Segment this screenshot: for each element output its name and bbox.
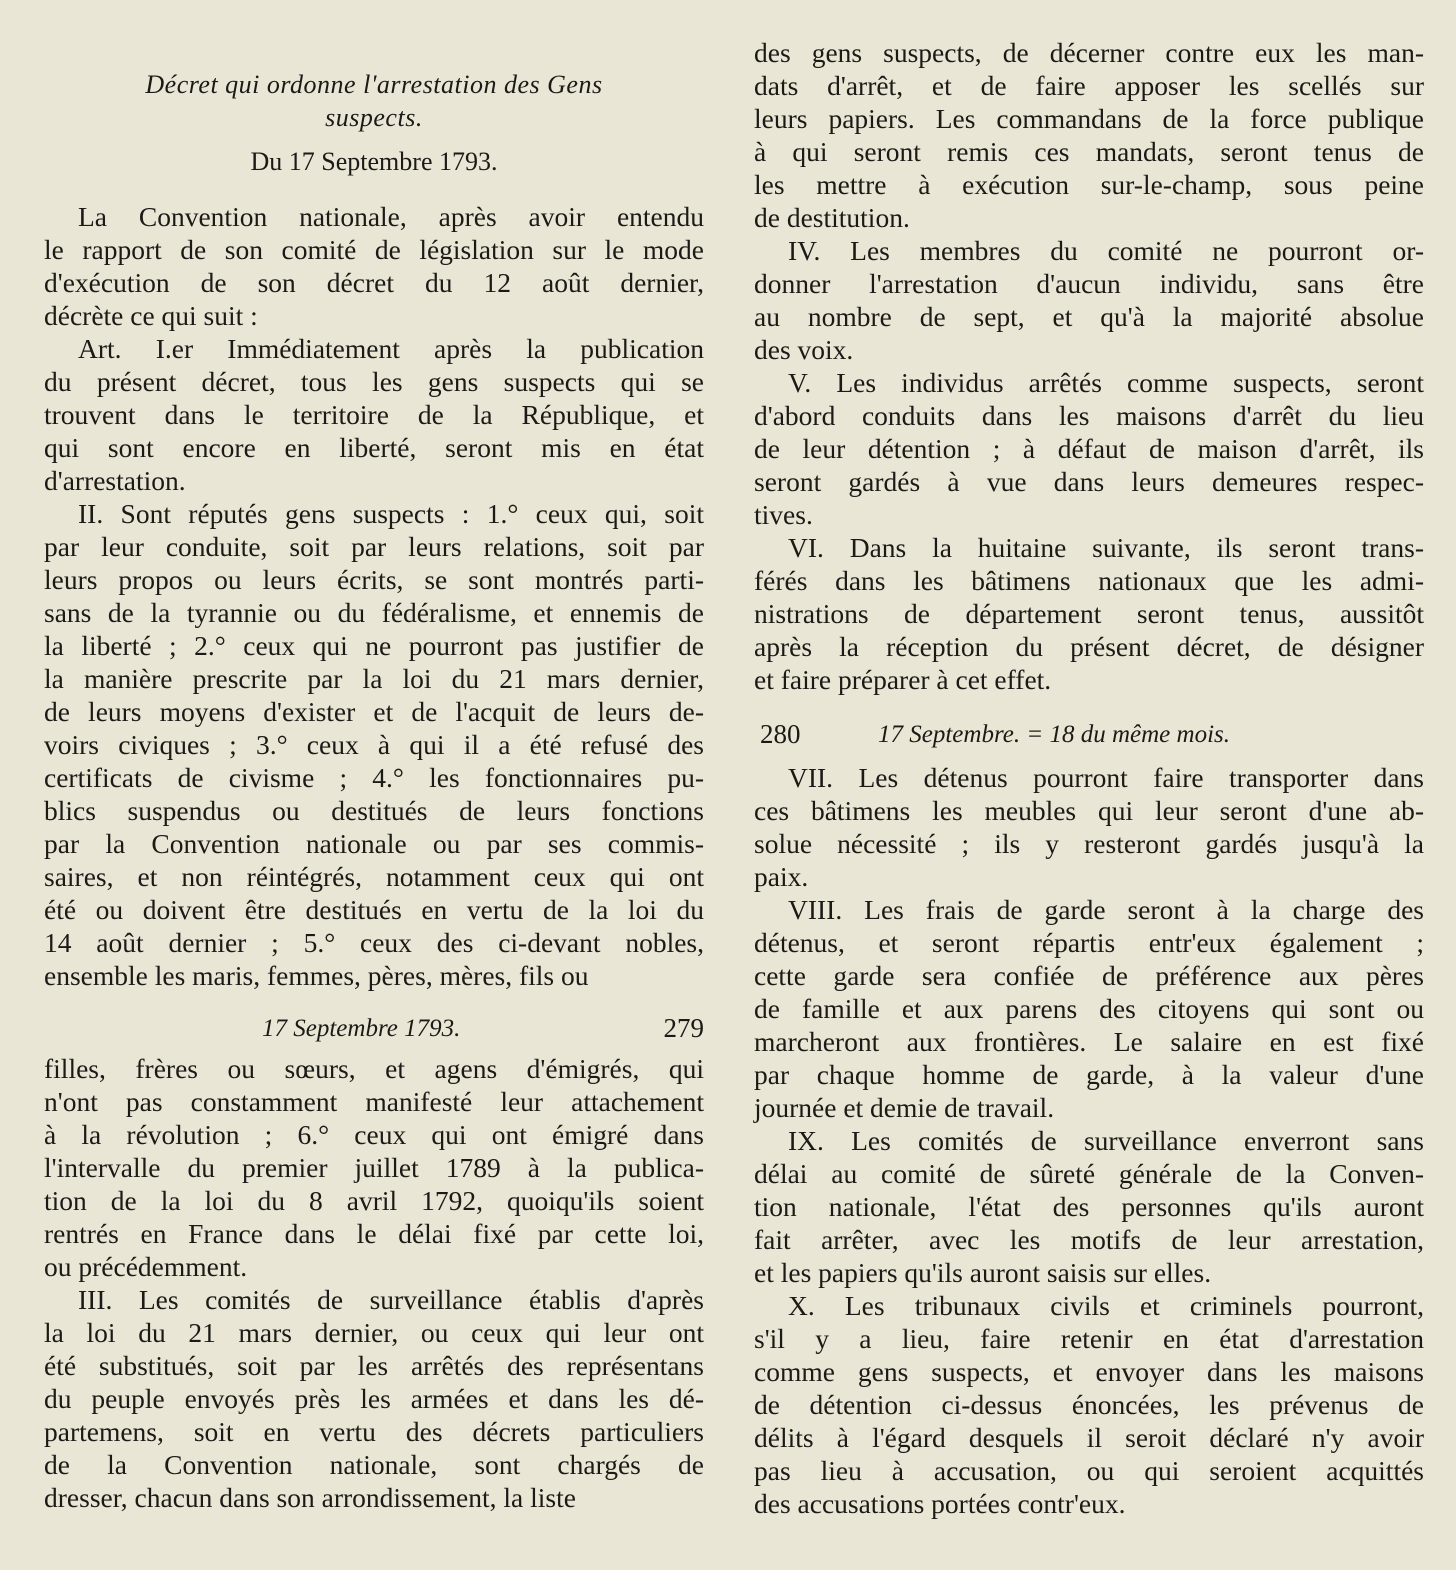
article-2-cont-line: l'intervalle du premier juillet 1789 à la publica- — [44, 1152, 704, 1183]
article-10-line: pas lieu à accusation, ou qui seroient acquittés — [754, 1455, 1424, 1486]
article-1-line: d'arrestation. — [44, 465, 186, 496]
article-8-line: cette garde sera confiée de préférence aux pères — [754, 960, 1424, 991]
article-9-line: délai au comité de sûreté générale de la Conven- — [754, 1158, 1424, 1189]
decree-title-cont: suspects. — [325, 103, 423, 132]
article-2-line: blics suspendus ou destitués de leurs fonctions — [44, 795, 704, 826]
article-3-cont-line: à qui seront remis ces mandats, seront tenus de — [754, 136, 1424, 167]
article-3-line: partemens, soit en vertu des décrets particuliers — [44, 1416, 704, 1447]
article-2-line: par la Convention nationale ou par ses commis- — [44, 828, 704, 859]
running-head-text: 17 Septembre 1793. — [262, 1015, 461, 1042]
article-4-line: des voix. — [754, 334, 854, 365]
running-head-280 — [754, 718, 1424, 751]
article-6-line: VI. Dans la huitaine suivante, ils seront trans- — [788, 532, 1424, 563]
article-10-line: délits à l'égard desquels il seroit déclaré n'y avoir — [754, 1422, 1424, 1453]
article-10-line: de détention ci-dessus énoncées, les prévenus de — [754, 1389, 1424, 1420]
decree-date: Du 17 Septembre 1793. — [250, 147, 498, 176]
article-4-line: donner l'arrestation d'aucun individu, sans être — [754, 268, 1424, 299]
article-7-line: ces bâtimens les meubles qui leur seront d'une ab- — [754, 795, 1424, 826]
article-6-line: férés dans les bâtimens nationaux que les admi- — [754, 565, 1424, 596]
article-1-line: qui sont encore en liberté, seront mis en état — [44, 432, 704, 463]
article-3-line: III. Les comités de surveillance établis d'après — [78, 1284, 704, 1315]
article-3-cont-line: dats d'arrêt, et de faire apposer les scellés sur — [754, 70, 1424, 101]
article-3-line: été substitués, soit par les arrêtés des représentans — [44, 1350, 704, 1381]
page-number: 280 — [760, 719, 801, 749]
article-3-line: dresser, chacun dans son arrondissement, la liste — [44, 1482, 576, 1513]
article-6-line: nistrations de département seront tenus, aussitôt — [754, 598, 1424, 629]
page-number: 279 — [663, 1013, 704, 1043]
article-2-line: la liberté ; 2.° ceux qui ne pourront pas justifier de — [44, 630, 704, 661]
article-2-line: été ou doivent être destitués en vertu de la loi du — [44, 894, 704, 925]
article-8-line: de famille et aux parens des citoyens qui sont ou — [754, 993, 1424, 1024]
article-2-line: voirs civiques ; 3.° ceux à qui il a été refusé des — [44, 729, 704, 760]
article-2-cont-line: rentrés en France dans le délai fixé par cette loi, — [44, 1218, 704, 1249]
article-2-cont-line: ou précédemment. — [44, 1251, 248, 1282]
article-8-line: détenus, et seront répartis entr'eux également ; — [754, 927, 1424, 958]
article-1-line: du présent décret, tous les gens suspects qui se — [44, 366, 704, 397]
article-3-line: de la Convention nationale, sont chargés de — [44, 1449, 704, 1480]
decree-title: Décret qui ordonne l'arrestation des Gens — [145, 70, 603, 99]
article-3-cont-line: de destitution. — [754, 202, 910, 233]
preamble-line: le rapport de son comité de législation sur le mode — [44, 234, 704, 265]
running-head-text: 17 Septembre. = 18 du même mois. — [878, 721, 1230, 748]
preamble-line: d'exécution de son décret du 12 août dernier, — [44, 267, 704, 298]
article-2-line: de leurs moyens d'exister et de l'acquit de leurs de- — [44, 696, 704, 727]
article-5-line: tives. — [754, 499, 813, 530]
article-5-line: de leur détention ; à défaut de maison d'arrêt, ils — [754, 433, 1424, 464]
article-2-line: sans de la tyrannie ou du fédéralisme, et ennemis de — [44, 597, 704, 628]
article-8-line: VIII. Les frais de garde seront à la charge des — [788, 894, 1424, 925]
article-10-line: X. Les tribunaux civils et criminels pourront, — [788, 1290, 1424, 1321]
article-9-line: IX. Les comités de surveillance enverront sans — [788, 1125, 1424, 1156]
article-7-line: VII. Les détenus pourront faire transporter dans — [788, 762, 1424, 793]
article-9-line: et les papiers qu'ils auront saisis sur elles. — [754, 1257, 1212, 1288]
article-2-cont-line: à la révolution ; 6.° ceux qui ont émigré dans — [44, 1119, 704, 1150]
article-8-line: par chaque homme de garde, à la valeur d'une — [754, 1059, 1424, 1090]
article-6-line: et faire préparer à cet effet. — [754, 664, 1052, 695]
article-9-line: tion nationale, l'état des personnes qu'ils auront — [754, 1191, 1424, 1222]
article-8-line: journée et demie de travail. — [754, 1092, 1055, 1123]
article-2-line: la manière prescrite par la loi du 21 mars dernier, — [44, 663, 704, 694]
article-3-cont-line: leurs papiers. Les commandans de la force publique — [754, 103, 1424, 134]
article-3-line: la loi du 21 mars dernier, ou ceux qui leur ont — [44, 1317, 704, 1348]
article-8-line: marcheront aux frontières. Le salaire en est fixé — [754, 1026, 1424, 1057]
article-7-line: solue nécessité ; ils y resteront gardés jusqu'à la — [754, 828, 1424, 859]
article-5-line: V. Les individus arrêtés comme suspects, seront — [788, 367, 1424, 398]
article-3-cont-line: les mettre à exécution sur-le-champ, sous peine — [754, 169, 1424, 200]
article-3-cont-line: des gens suspects, de décerner contre eux les man- — [754, 37, 1424, 68]
article-2-line: certificats de civisme ; 4.° les fonctionnaires pu- — [44, 762, 704, 793]
article-1-line: Art. I.er Immédiatement après la publication — [78, 333, 704, 364]
preamble-line: décrète ce qui suit : — [44, 300, 258, 331]
article-10-line: des accusations portées contr'eux. — [754, 1488, 1126, 1519]
article-5-line: d'abord conduits dans les maisons d'arrêt du lieu — [754, 400, 1424, 431]
article-6-line: après la réception du présent décret, de désigner — [754, 631, 1424, 662]
article-2-cont-line: n'ont pas constamment manifesté leur attachement — [44, 1086, 704, 1117]
article-10-line: comme gens suspects, et envoyer dans les maisons — [754, 1356, 1424, 1387]
article-2-line: par leur conduite, soit par leurs relations, soit par — [44, 531, 704, 562]
article-10-line: s'il y a lieu, faire retenir en état d'arrestation — [754, 1323, 1424, 1354]
article-4-line: au nombre de sept, et qu'à la majorité absolue — [754, 301, 1424, 332]
article-4-line: IV. Les membres du comité ne pourront or- — [788, 235, 1424, 266]
article-1-line: trouvent dans le territoire de la République, et — [44, 399, 704, 430]
preamble-line: La Convention nationale, après avoir entendu — [78, 201, 704, 232]
article-7-line: paix. — [754, 861, 809, 892]
article-5-line: seront gardés à vue dans leurs demeures respec- — [754, 466, 1424, 497]
article-3-line: du peuple envoyés près les armées et dans les dé- — [44, 1383, 704, 1414]
article-2-line: leurs propos ou leurs écrits, se sont montrés parti- — [44, 564, 704, 595]
article-2-line: 14 août dernier ; 5.° ceux des ci-devant nobles, — [44, 927, 704, 958]
article-9-line: fait arrêter, avec les motifs de leur arrestation, — [754, 1224, 1424, 1255]
article-2-line: ensemble les maris, femmes, pères, mères, fils ou — [44, 960, 589, 991]
article-2-line: saires, et non réintégrés, notamment ceux qui ont — [44, 861, 704, 892]
article-2-cont-line: filles, frères ou sœurs, et agens d'émigrés, qui — [44, 1053, 704, 1084]
article-2-cont-line: tion de la loi du 8 avril 1792, quoiqu'ils soient — [44, 1185, 704, 1216]
article-2-line: II. Sont réputés gens suspects : 1.° ceux qui, soit — [78, 498, 704, 529]
running-head-279 — [44, 1012, 704, 1045]
